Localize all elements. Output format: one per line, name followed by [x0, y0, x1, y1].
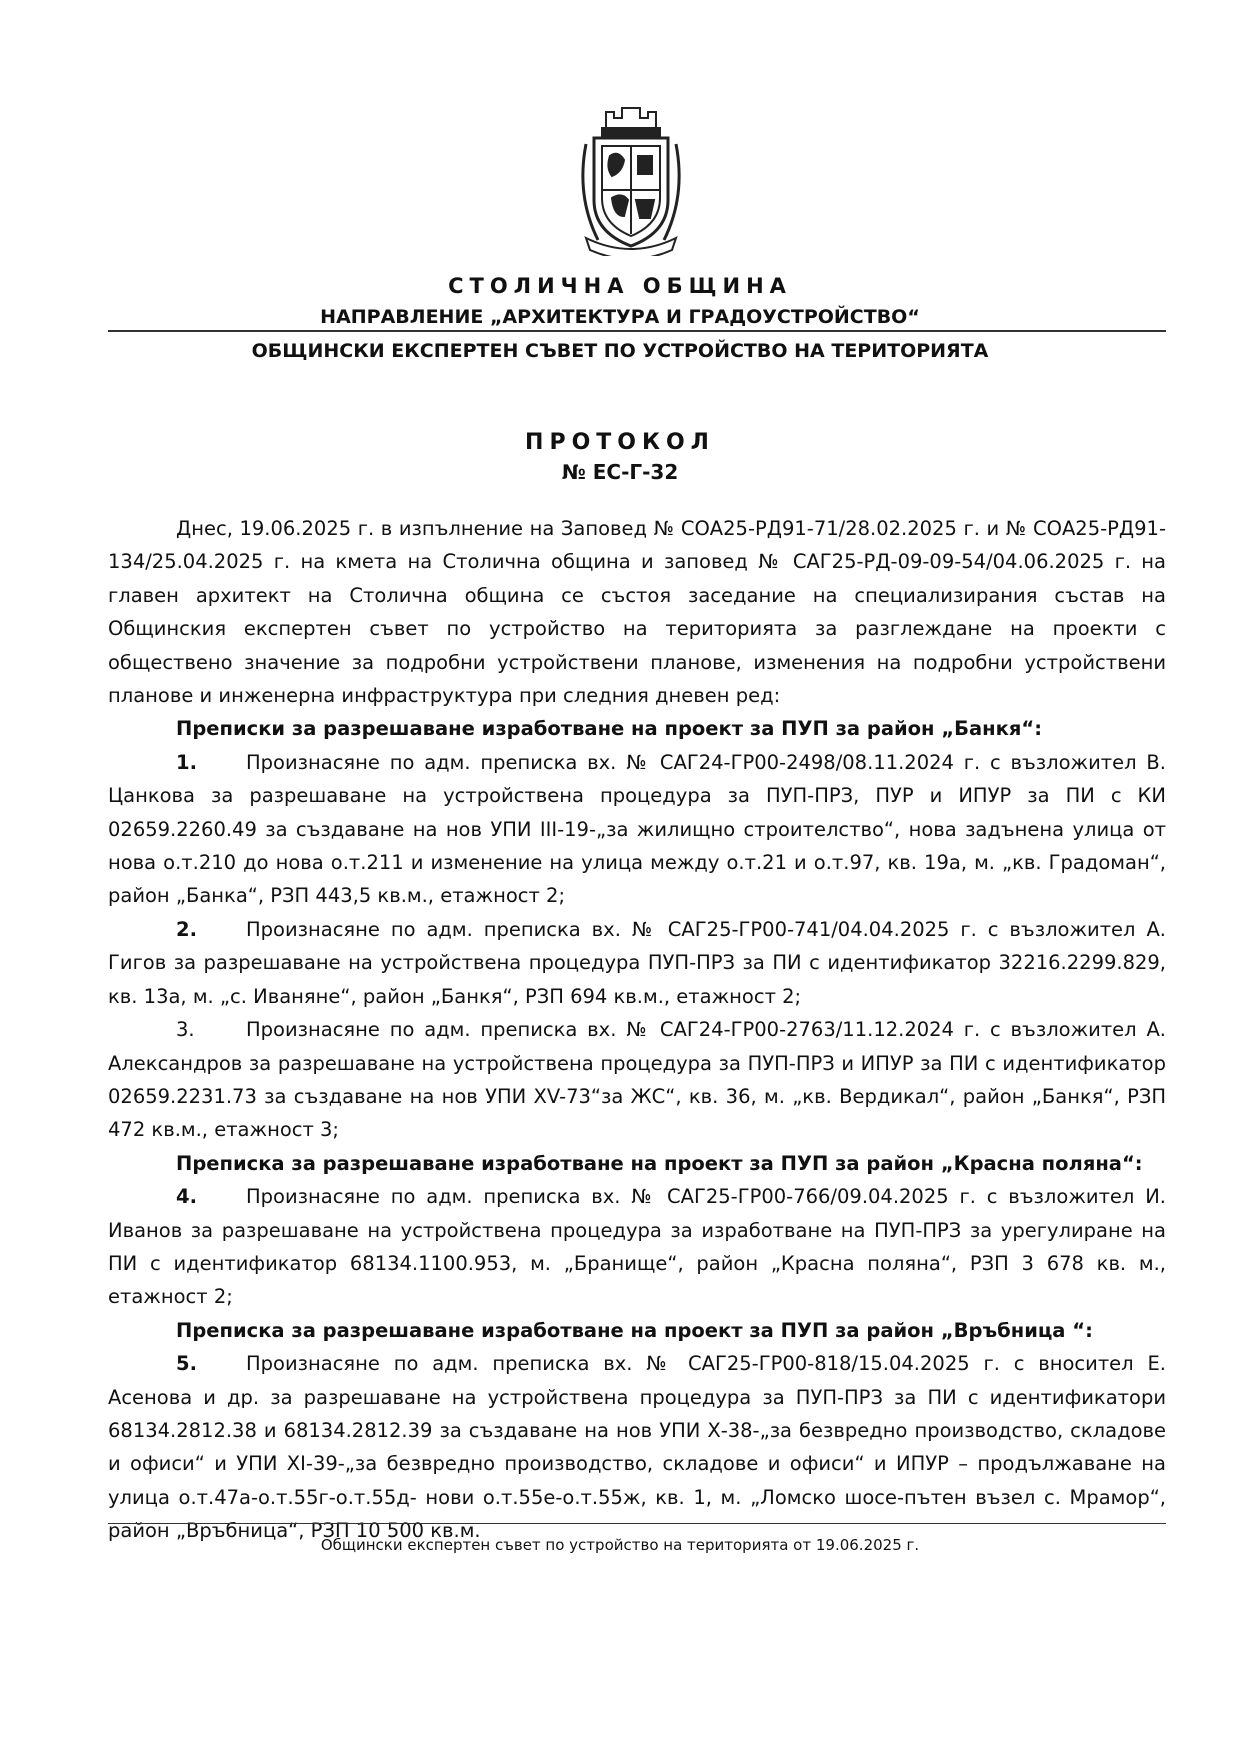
coat-of-arms-icon [572, 104, 690, 256]
council-name: ОБЩИНСКИ ЕКСПЕРТЕН СЪВЕТ ПО УСТРОЙСТВО НА ТЕРИТОРИЯТА [251, 340, 989, 362]
header-divider [108, 330, 1166, 332]
agenda-item [108, 1013, 1166, 1147]
page-footer: Общински експертен съвет по устройство на територията от 19.06.2025 г. [320, 1536, 920, 1554]
agenda-item [108, 1347, 1166, 1547]
section-heading: Преписка за разрешаване изработване на проект за ПУП за район „Красна поляна“: [176, 1151, 1143, 1175]
department-name: НАПРАВЛЕНИЕ „АРХИТЕКТУРА И ГРАДОУСТРОЙСТВО“ [320, 306, 920, 328]
section-heading: Преписки за разрешаване изработване на проект за ПУП за район „Банкя“: [176, 717, 1042, 741]
intro-paragraph: Днес, 19.06.2025 г. в изпълнение на Заповед № СОА25-РД91-71/28.02.2025 г. и № СОА25-РД91-134/25.04.2025 г. на кмета на Столична община и заповед № САГ25-РД-09-09-54/04.06.2025 г. на главен архитект на Столична община се състоя заседание на специализирания състав на Общинския експертен съвет по устройство на територията за разглеждане на проекти с обществено значение за подробни устройствени планове, изменения на подробни устройствени планове и инженерна инфраструктура при следния дневен ред: [108, 517, 1166, 708]
item-text: Произнасяне по адм. преписка вх. № САГ25-ГР00-766/09.04.2025 г. с възложител И. Иванов за разрешаване на устройствена процедура за изработване на ПУП-ПРЗ за урегулиране на ПИ с идентификатор 68134.1100.953, м. „Бранище“, район „Красна поляна“, РЗП 3 678 кв. м., етажност 2; [108, 1185, 1166, 1309]
item-text: Произнасяне по адм. преписка вх. № САГ24-ГР00-2763/11.12.2024 г. с възложител А. Александров за разрешаване на устройствена процедура за ПУП-ПРЗ и ИПУР за ПИ с идентификатор 02659.2231.73 за създаване на нов УПИ XV-73“за ЖС“, кв. 36, м. „кв. Вердикал“, район „Банкя“, РЗП 472 кв.м., етажност 3; [108, 1018, 1166, 1142]
section-heading: Преписка за разрешаване изработване на проект за ПУП за район „Връбница “: [176, 1318, 1093, 1342]
agenda-item [108, 913, 1166, 1013]
agenda-item [108, 746, 1166, 913]
item-number: 2. [176, 917, 197, 941]
item-text: Произнасяне по адм. преписка вх. № САГ25-ГР00-741/04.04.2025 г. с възложител А. Гигов за разрешаване на устройствена процедура ПУП-ПРЗ за ПИ с идентификатор 32216.2299.829, кв. 13а, м. „с. Иваняне“, район „Банкя“, РЗП 694 кв.м., етажност 2; [108, 917, 1166, 1008]
item-number: 3. [176, 1018, 195, 1042]
footer-divider [108, 1523, 1166, 1524]
agenda-item [108, 1180, 1166, 1314]
organization-name: СТОЛИЧНА ОБЩИНА [448, 274, 792, 298]
document-title: ПРОТОКОЛ [525, 430, 715, 455]
protocol-number: № ЕС-Г-32 [561, 460, 679, 484]
item-number: 1. [176, 750, 197, 774]
item-number: 4. [176, 1185, 197, 1209]
item-number: 5. [176, 1352, 197, 1376]
item-text: Произнасяне по адм. преписка вх. № САГ24-ГР00-2498/08.11.2024 г. с възложител В. Цанкова за разрешаване на устройствена процедура за ПУП-ПРЗ, ПУР и ИПУР за ПИ с КИ 02659.2260.49 за създаване на нов УПИ III-19-„за жилищно строителство“, нова задънена улица от нова о.т.210 до нова о.т.211 и изменение на улица между о.т.21 и о.т.97, кв. 19а, м. „кв. Градоман“, район „Банка“, РЗП 443,5 кв.м., етажност 2; [108, 750, 1166, 908]
item-text: Произнасяне по адм. преписка вх. № САГ25-ГР00-818/15.04.2025 г. с вносител Е. Асенова и др. за разрешаване на устройствена процедура за ПУП-ПРЗ за ПИ с идентификатори 68134.2812.38 и 68134.2812.39 за създаване на нов УПИ Х-38-„за безвредно производство, складове и офиси“ и УПИ XI-39-„за безвредно производство, складове и офиси“ и ИПУР – продължаване на улица о.т.47а-о.т.55г-о.т.55д- нови о.т.55е-о.т.55ж, кв. 1, м. „Ломско шосе-пътен възел с. Мрамор“, район „Връбница“, РЗП 10 500 кв.м. [108, 1352, 1166, 1543]
document-body [108, 512, 1166, 1548]
